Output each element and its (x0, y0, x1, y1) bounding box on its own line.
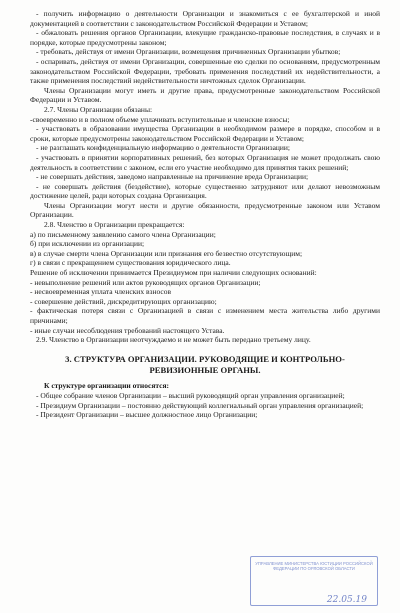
list-item-exclusion-2: - несвоевременная уплата членских взносов (30, 287, 172, 297)
paragraph-2-9: 2.9. Членство в Организации неотчуждаемо и не может быть передано третьему лицу. (36, 335, 311, 345)
list-item-c: в) в случае смерти члена Организации или признания его безвестно отсутствующим; (30, 248, 303, 258)
paragraph-duty-property: - участвовать в образовании имущества Организации в необходимом размере в порядке, способом и в сроки, которые предусмотрены законодательством Российской Федерации и Уставом; (30, 124, 380, 143)
paragraph-right-info: - получить информацию о деятельности Организации и знакомиться с ее бухгалтерской и иной документацией в соответствии с законодательством Российской Федерации и Уставом; (30, 9, 380, 28)
list-item-exclusion-3: - совершение действий, дискредитирующих организацию; (30, 296, 217, 306)
structure-item-president: - Президент Организации – высшее должностное лицо Организации; (36, 410, 258, 420)
paragraph-duty-decisions: - участвовать в принятии корпоративных решений, без которых Организация не может продолжать свою деятельность в соответствии с законом, если его участие необходимо для принятия таких решений; (30, 152, 380, 172)
structure-item-presidium: - Президиум Организации – постоянно действующий коллегиальный орган управления организацией; (36, 400, 364, 410)
paragraph-right-damages: - требовать, действуя от имени Организации, возмещения причиненных Организации убытков; (36, 47, 341, 57)
paragraph-other-rights: Члены Организации могут иметь и другие права, предусмотренные законодательством Российской Федерации и Уставом. (30, 85, 380, 105)
paragraph-duty-fees: -своевременно и в полном объеме уплачивать вступительные и членские взносы; (30, 114, 290, 124)
structure-intro: К структуре организации относятся: (44, 381, 170, 391)
list-item-exclusion-5: - иные случаи несоблюдения требований настоящего Устава. (30, 325, 225, 335)
paragraph-exclusion: Решение об исключении принимается Президиумом при наличии следующих оснований: (30, 268, 317, 278)
registration-stamp (250, 556, 378, 606)
paragraph-other-duties: Члены Организации могут нести и другие обязанности, предусмотренные законом или Уставом Организации. (30, 200, 380, 220)
paragraph-duty-no-harm: - не совершать действия, заведомо направленные на причинение вреда Организации; (36, 172, 309, 182)
list-item-exclusion-1: - невыполнение решений или актов руководящих органов Организации; (30, 277, 261, 287)
list-item-b: б) при исключении из организации; (30, 239, 145, 249)
paragraph-duty-no-obstruct: - не совершать действия (бездействие), которые существенно затрудняют или делают невозможным достижение целей, ради которых создана Организация. (30, 181, 380, 201)
section-3-heading: 3. СТРУКТУРА ОРГАНИЗАЦИИ. РУКОВОДЯЩИЕ И КОНТРОЛЬНО-РЕВИЗИОННЫЕ ОРГАНЫ. (65, 353, 345, 375)
stamp-text: УПРАВЛЕНИЕ МИНИСТЕРСТВА ЮСТИЦИИ РОССИЙСКОЙ ФЕДЕРАЦИИ ПО ОРЛОВСКОЙ ОБЛАСТИ (255, 561, 373, 571)
document-body (30, 9, 380, 420)
paragraph-2-7: 2.7. Члены Организации обязаны: (44, 104, 153, 114)
paragraph-right-contest: - оспаривать, действуя от имени Организации, совершенные ею сделки по основаниям, предусмотренным законодательством Российской Федерации, требовать применения последствий их недействительности, а также применения последствий недействительности ничтожных сделок Организации. (30, 56, 380, 86)
paragraph-2-8: 2.8. Членство в Организации прекращается: (44, 220, 185, 230)
structure-item-general-meeting: - Общее собрание членов Организации – высший руководящий орган управления организацией; (36, 390, 345, 400)
list-item-d: г) в связи с прекращением существования юридического лица. (30, 258, 231, 268)
paragraph-duty-confidential: - не разглашать конфиденциальную информацию о деятельности Организации; (36, 143, 291, 153)
list-item-a: а) по письменному заявлению самого члена Организации; (30, 229, 216, 239)
paragraph-right-appeal: - обжаловать решения органов Организации, влекущие гражданско-правовые последствия, в случаях и в порядке, которые предусмотрены законом; (30, 28, 380, 47)
stamp-date: 22.05.19 (326, 595, 367, 605)
list-item-exclusion-4: - фактическая потеря связи с Организацией в связи с изменением места жительства либо другими причинами; (30, 306, 380, 325)
